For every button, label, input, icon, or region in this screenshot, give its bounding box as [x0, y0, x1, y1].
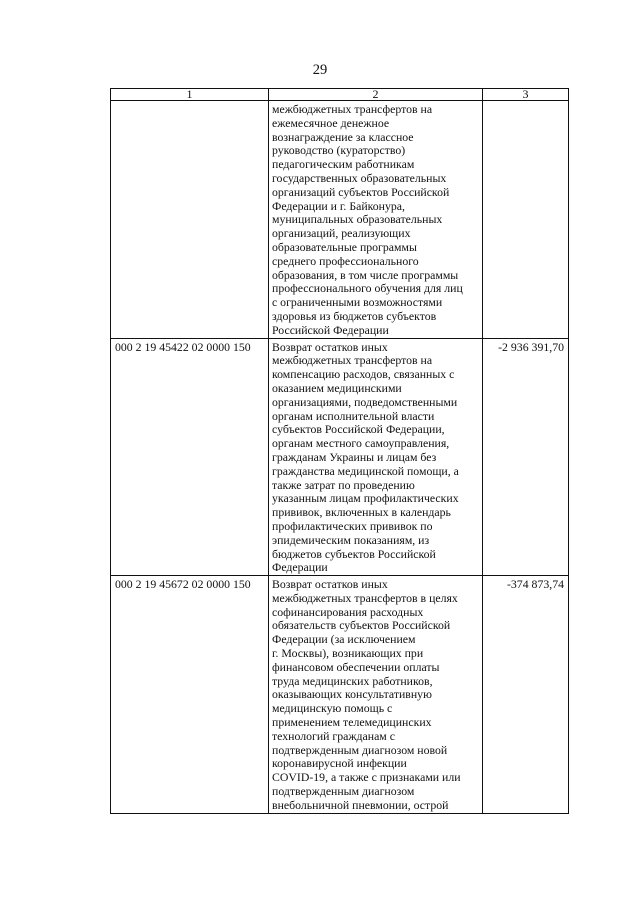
income-description: [269, 338, 483, 576]
description-line: органам местного самоуправления,: [272, 436, 450, 451]
description-line: вознаграждение за классное: [272, 129, 414, 144]
income-description: [269, 576, 483, 814]
description-line: бюджетов субъектов Российской: [272, 546, 436, 561]
description-line: государственных образовательных: [272, 170, 447, 185]
amount-value: -374 873,74: [483, 576, 569, 814]
description-line: организаций субъектов Российской: [272, 184, 450, 199]
description-line: ежемесячное денежное: [272, 115, 390, 130]
description-line: оказанием медицинскими: [272, 380, 402, 395]
column-header-3: 3: [483, 89, 569, 101]
description-line: руководство (кураторство): [272, 143, 406, 158]
description-line: гражданства медицинской помощи, а: [272, 463, 459, 478]
description-line: коронавирусной инфекции: [272, 756, 407, 771]
description-line: образовательные программы: [272, 239, 417, 254]
header-row: [111, 89, 569, 101]
description-line: финансовом обеспечении оплаты: [272, 659, 440, 674]
table-row: [111, 576, 569, 814]
description-line: Возврат остатков иных: [272, 577, 388, 592]
description-line: среднего профессионального: [272, 253, 419, 268]
description-line: профессионального обучения для лиц: [272, 281, 463, 296]
table-body: [111, 101, 569, 814]
description-line: Возврат остатков иных: [272, 339, 388, 354]
description-line: педагогическим работникам: [272, 157, 415, 172]
description-line: также затрат по проведению: [272, 477, 415, 492]
description-line: Федерации (за исключением: [272, 632, 416, 647]
description-line: образования, в том числе программы: [272, 267, 459, 282]
budget-classification-code: 000 2 19 45672 02 0000 150: [111, 576, 269, 814]
table-header: [111, 89, 569, 101]
description-line: муниципальных образовательных: [272, 212, 443, 227]
description-line: межбюджетных трансфертов на: [272, 353, 433, 368]
income-description: [269, 101, 483, 339]
description-line: софинансирования расходных: [272, 604, 424, 619]
description-line: Федерации и г. Байконура,: [272, 198, 405, 213]
description-line: труда медицинских работников,: [272, 673, 433, 688]
amount-value: [483, 101, 569, 339]
description-line: применением телемедицинских: [272, 715, 432, 730]
description-line: г. Москвы), возникающих при: [272, 646, 424, 661]
column-header-1: 1: [111, 89, 269, 101]
budget-classification-code: [111, 101, 269, 339]
description-line: здоровья из бюджетов субъектов: [272, 308, 437, 323]
description-line: Федерации: [272, 560, 328, 575]
description-line: указанным лицам профилактических: [272, 491, 459, 506]
description-line: технологий гражданам с: [272, 728, 395, 743]
amount-value: -2 936 391,70: [483, 338, 569, 576]
description-line: межбюджетных трансфертов на: [272, 102, 433, 116]
table-row: [111, 101, 569, 339]
description-line: гражданам Украины и лицам без: [272, 449, 437, 464]
description-line: эпидемическим показаниям, из: [272, 532, 430, 547]
description-line: компенсацию расходов, связанных с: [272, 367, 455, 382]
description-line: внебольничной пневмонии, острой: [272, 797, 449, 812]
description-line: межбюджетных трансфертов в целях: [272, 590, 458, 605]
page-number: 29: [312, 62, 328, 78]
description-line: с ограниченными возможностями: [272, 295, 443, 310]
description-line: прививок, включенных в календарь: [272, 505, 451, 520]
description-line: обязательств субъектов Российской: [272, 618, 451, 633]
description-line: Российской Федерации: [272, 322, 389, 337]
description-line: субъектов Российской Федерации,: [272, 422, 445, 437]
description-line: подтвержденным диагнозом: [272, 784, 415, 799]
budget-table: [110, 88, 569, 814]
table-row: [111, 338, 569, 576]
description-line: организаций, реализующих: [272, 226, 411, 241]
description-line: оказывающих консультативную: [272, 687, 432, 702]
budget-classification-code: 000 2 19 45422 02 0000 150: [111, 338, 269, 576]
description-line: организациями, подведомственными: [272, 394, 458, 409]
description-line: COVID-19, а также с признаками или: [272, 770, 461, 785]
description-line: подтвержденным диагнозом новой: [272, 742, 448, 757]
description-line: органам исполнительной власти: [272, 408, 435, 423]
description-line: медицинскую помощь с: [272, 701, 393, 716]
column-header-2: 2: [269, 89, 483, 101]
description-line: профилактических прививок по: [272, 518, 433, 533]
